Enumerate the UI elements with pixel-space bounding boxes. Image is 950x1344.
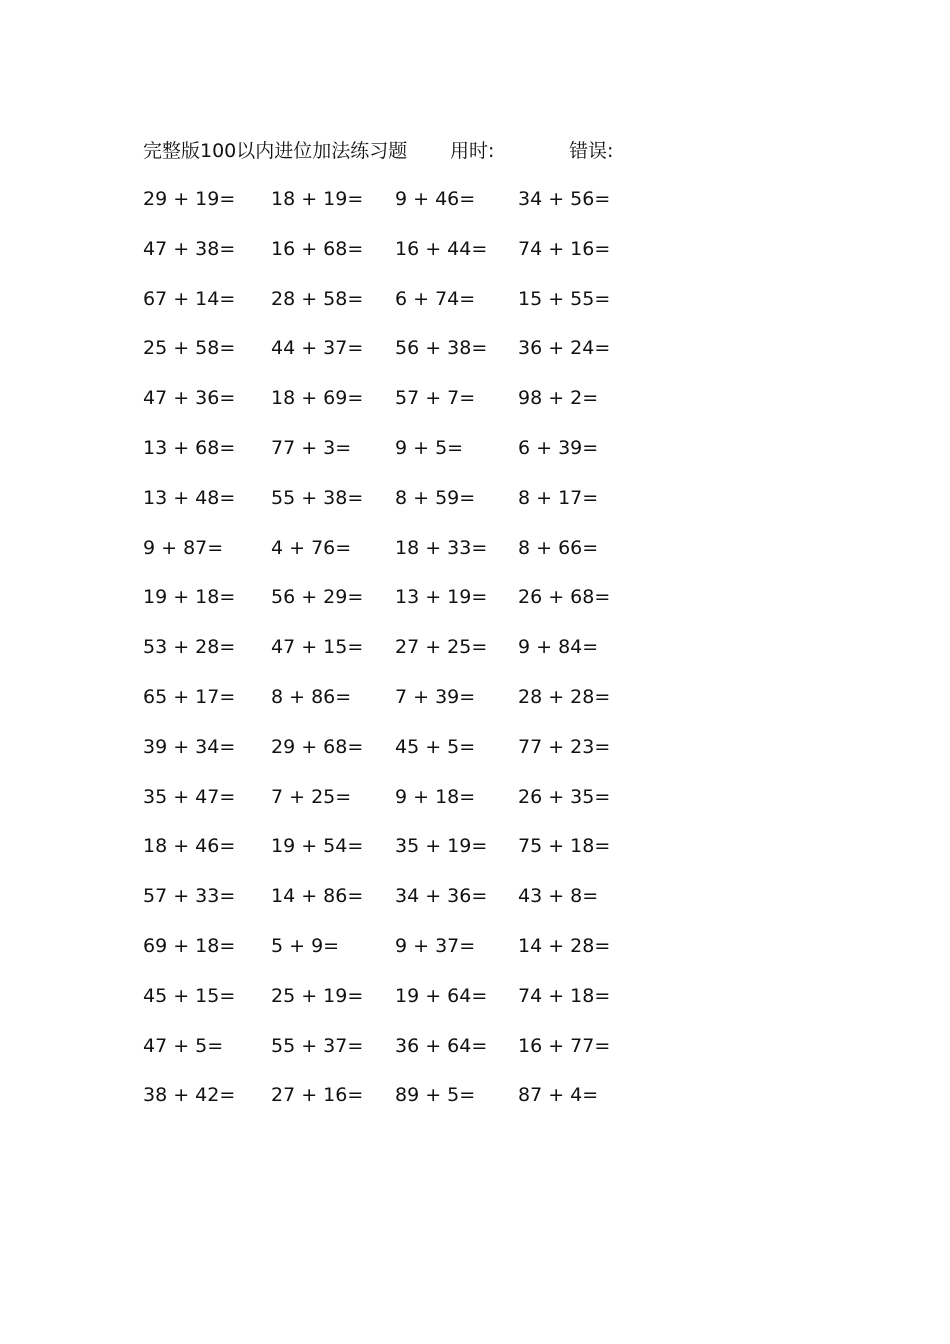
problem-row [0, 733, 950, 783]
problem-item: 56 + 29= [271, 586, 364, 609]
problem-item: 38 + 42= [143, 1084, 236, 1107]
problem-item: 35 + 47= [143, 785, 236, 808]
problem-item: 44 + 37= [271, 337, 364, 360]
problem-item: 55 + 37= [271, 1034, 364, 1057]
problem-row [0, 1032, 950, 1082]
problem-item: 69 + 18= [143, 934, 236, 957]
problem-row [0, 633, 950, 683]
problem-item: 57 + 33= [143, 885, 236, 908]
problem-item: 8 + 66= [518, 536, 599, 559]
problem-item: 9 + 5= [395, 436, 464, 459]
problem-item: 29 + 68= [271, 735, 364, 758]
problem-item: 56 + 38= [395, 337, 488, 360]
problem-item: 5 + 9= [271, 934, 340, 957]
problem-item: 26 + 68= [518, 586, 611, 609]
problem-row [0, 285, 950, 335]
problem-item: 16 + 68= [271, 237, 364, 260]
problem-item: 6 + 74= [395, 287, 476, 310]
problem-item: 45 + 15= [143, 984, 236, 1007]
problem-item: 74 + 18= [518, 984, 611, 1007]
worksheet-header [0, 137, 950, 165]
problem-item: 98 + 2= [518, 387, 599, 410]
problem-item: 18 + 33= [395, 536, 488, 559]
problem-item: 16 + 44= [395, 237, 488, 260]
problem-item: 26 + 35= [518, 785, 611, 808]
problem-row [0, 932, 950, 982]
problem-item: 28 + 28= [518, 685, 611, 708]
problem-item: 19 + 18= [143, 586, 236, 609]
problem-item: 8 + 17= [518, 486, 599, 509]
problem-item: 13 + 19= [395, 586, 488, 609]
problem-item: 36 + 24= [518, 337, 611, 360]
time-used-label: 用时: [450, 140, 495, 162]
problem-item: 8 + 59= [395, 486, 476, 509]
problem-item: 34 + 36= [395, 885, 488, 908]
problem-item: 29 + 19= [143, 188, 236, 210]
problem-item: 25 + 58= [143, 337, 236, 360]
problem-item: 18 + 69= [271, 387, 364, 410]
problem-row [0, 683, 950, 733]
problem-row [0, 334, 950, 384]
error-count-label: 错误: [569, 140, 614, 162]
problem-item: 9 + 46= [395, 188, 476, 210]
problem-grid [0, 185, 950, 1131]
problem-item: 35 + 19= [395, 835, 488, 858]
problem-item: 7 + 39= [395, 685, 476, 708]
problem-item: 47 + 38= [143, 237, 236, 260]
problem-item: 65 + 17= [143, 685, 236, 708]
problem-item: 45 + 5= [395, 735, 476, 758]
problem-row [0, 583, 950, 633]
problem-item: 87 + 4= [518, 1084, 599, 1107]
problem-item: 19 + 64= [395, 984, 488, 1007]
problem-item: 39 + 34= [143, 735, 236, 758]
problem-item: 9 + 37= [395, 934, 476, 957]
problem-row [0, 783, 950, 833]
problem-item: 13 + 68= [143, 436, 236, 459]
problem-item: 28 + 58= [271, 287, 364, 310]
problem-item: 43 + 8= [518, 885, 599, 908]
problem-item: 27 + 25= [395, 636, 488, 659]
problem-item: 7 + 25= [271, 785, 352, 808]
problem-item: 47 + 15= [271, 636, 364, 659]
problem-item: 27 + 16= [271, 1084, 364, 1107]
problem-row [0, 882, 950, 932]
problem-item: 57 + 7= [395, 387, 476, 410]
problem-item: 75 + 18= [518, 835, 611, 858]
problem-item: 9 + 18= [395, 785, 476, 808]
problem-item: 25 + 19= [271, 984, 364, 1007]
problem-item: 77 + 23= [518, 735, 611, 758]
problem-item: 89 + 5= [395, 1084, 476, 1107]
problem-row [0, 1081, 950, 1131]
problem-item: 55 + 38= [271, 486, 364, 509]
problem-item: 36 + 64= [395, 1034, 488, 1057]
worksheet-title: 完整版100以内进位加法练习题 [143, 140, 408, 162]
problem-item: 47 + 5= [143, 1034, 224, 1057]
problem-row [0, 185, 950, 235]
problem-item: 4 + 76= [271, 536, 352, 559]
problem-item: 74 + 16= [518, 237, 611, 260]
problem-item: 53 + 28= [143, 636, 236, 659]
problem-row [0, 384, 950, 434]
problem-item: 16 + 77= [518, 1034, 611, 1057]
problem-item: 34 + 56= [518, 188, 611, 210]
problem-row [0, 534, 950, 584]
problem-item: 14 + 86= [271, 885, 364, 908]
problem-row [0, 484, 950, 534]
problem-item: 19 + 54= [271, 835, 364, 858]
problem-item: 18 + 46= [143, 835, 236, 858]
problem-item: 47 + 36= [143, 387, 236, 410]
problem-item: 9 + 87= [143, 536, 224, 559]
problem-item: 67 + 14= [143, 287, 236, 310]
problem-item: 9 + 84= [518, 636, 599, 659]
problem-item: 77 + 3= [271, 436, 352, 459]
problem-item: 14 + 28= [518, 934, 611, 957]
problem-row [0, 434, 950, 484]
problem-item: 15 + 55= [518, 287, 611, 310]
problem-row [0, 982, 950, 1032]
problem-row [0, 235, 950, 285]
problem-item: 18 + 19= [271, 188, 364, 210]
problem-item: 13 + 48= [143, 486, 236, 509]
problem-item: 8 + 86= [271, 685, 352, 708]
problem-item: 6 + 39= [518, 436, 599, 459]
problem-row [0, 832, 950, 882]
